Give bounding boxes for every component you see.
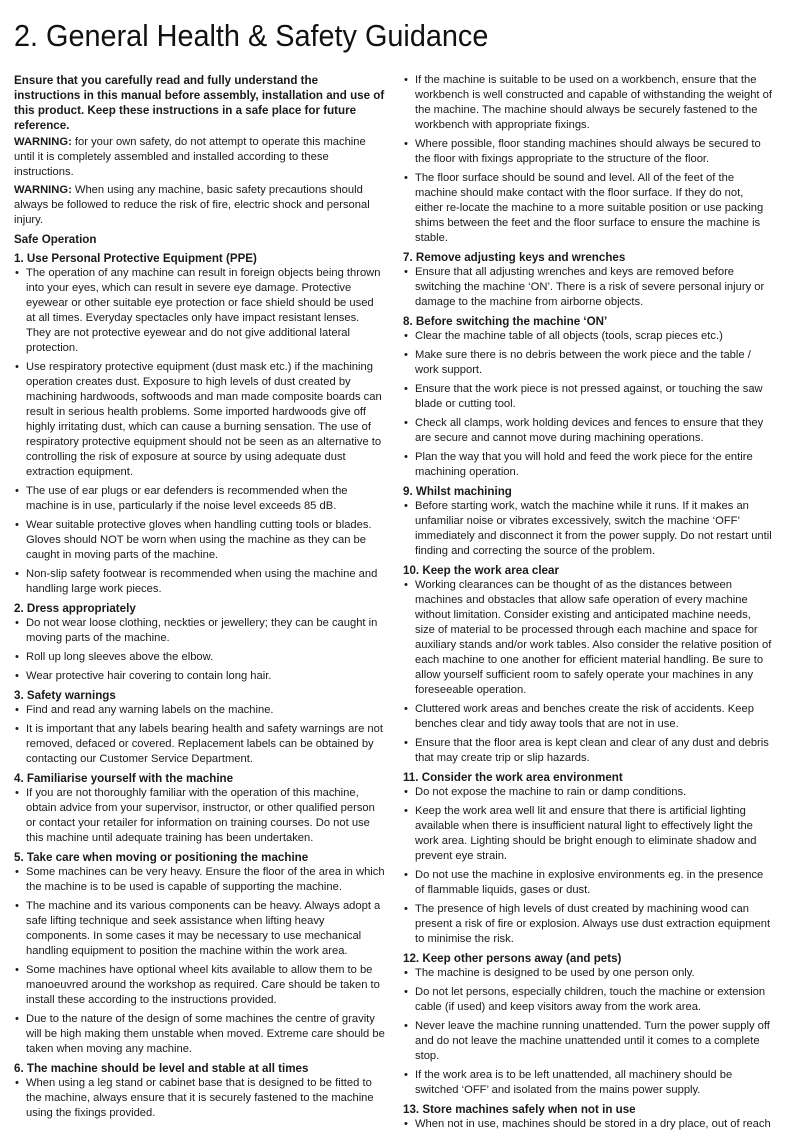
bullet-list xyxy=(14,703,386,767)
list-item: • Ensure that all adjusting wrenches and keys are removed before switching the machine ‘ON’. There is a risk of severe personal injury or damage to the machine from airborne objects. xyxy=(403,265,772,310)
list-item: • Working clearances can be thought of as the distances between machines and obstacles that allow safe operation of every machine without limitation. Consider existing and anticipated machine needs, size of material to be processed through each machine and space for auxiliary stands and/or work tables. Also consider the relative position of each machine to one another for efficient material handling. Be sure to allow yourself sufficient room to safely operate your machines in any foreseeable operation. xyxy=(403,578,772,698)
list-item: • Non-slip safety footwear is recommended when using the machine and handling large work pieces. xyxy=(14,567,386,597)
list-item: • Before starting work, watch the machine while it runs. If it makes an unfamiliar noise or vibrates excessively, switch the machine ‘OFF’ immediately and disconnect it from the power supply. Do not restart until finding and correcting the source of the problem. xyxy=(403,499,772,559)
list-item: • The machine and its various components can be heavy. Always adopt a safe lifting technique and seek assistance when lifting heavy components. In some cases it may be necessary to use mechanical handling equipment to position the machine within the work area. xyxy=(14,899,386,959)
list-item: • Wear protective hair covering to contain long hair. xyxy=(14,669,386,684)
warning-label: WARNING: xyxy=(14,136,72,148)
left-column xyxy=(14,73,386,1125)
warning-precautions xyxy=(14,183,386,228)
section-heading-6-the-machine-should-be-level-and-stable: 6. The machine should be level and stable at all times xyxy=(14,1062,309,1075)
section-heading-13-store-machines-safely-when-not-in-use: 13. Store machines safely when not in use xyxy=(403,1103,636,1116)
list-item: • Plan the way that you will hold and feed the work piece for the entire machining operation. xyxy=(403,450,772,480)
section-heading-1-use-personal-protective-equipment-ppe: 1. Use Personal Protective Equipment (PPE) xyxy=(14,252,257,265)
list-item: • Do not wear loose clothing, neckties or jewellery; they can be caught in moving parts of the machine. xyxy=(14,616,386,646)
section-heading-8-before-switching-the-machine-on: 8. Before switching the machine ‘ON’ xyxy=(403,315,608,328)
bullet-list xyxy=(403,499,772,559)
bullet-list xyxy=(403,785,772,947)
section-heading-3-safety-warnings: 3. Safety warnings xyxy=(14,689,116,702)
list-item: • Keep the work area well lit and ensure that there is artificial lighting available when there is insufficient natural light to effectively light the work area. Lighting should be bright enough to eliminate shadow and prevent eye strain. xyxy=(403,804,772,864)
right-column xyxy=(403,73,772,1136)
list-item: • Do not expose the machine to rain or damp conditions. xyxy=(403,785,772,800)
section-6-continuation xyxy=(403,73,772,246)
list-item: • The operation of any machine can result in foreign objects being thrown into your eyes, which can result in severe eye damage. Protective eyewear or other suitable eye protection or face shield should be used at all times. Everyday spectacles only have impact resistant lenses. They are not protective eyewear and do not give additional lateral protection. xyxy=(14,266,386,356)
right-sections xyxy=(403,250,772,1132)
intro-paragraph: Ensure that you carefully read and fully understand the instructions in this manual before assembly, installation and use of this product. Keep these instructions in a safe place for future reference. xyxy=(14,74,385,132)
warning-text: When using any machine, basic safety precautions should always be followed to reduce the risk of fire, electric shock and personal injury. xyxy=(14,184,370,226)
list-item: • Wear suitable protective gloves when handling cutting tools or blades. Gloves should NOT be worn when using the machine as they can be caught in moving parts of the machine. xyxy=(14,518,386,563)
warning-label: WARNING: xyxy=(14,184,72,196)
safe-operation-heading: Safe Operation xyxy=(14,233,97,246)
section-heading-7-remove-adjusting-keys-and-wrenches: 7. Remove adjusting keys and wrenches xyxy=(403,251,626,264)
section-heading-4-familiarise-yourself-with-the-machine: 4. Familiarise yourself with the machine xyxy=(14,772,234,785)
list-item: • The machine is designed to be used by one person only. xyxy=(403,966,772,981)
section-heading-5-take-care-when-moving-or-positioning-t: 5. Take care when moving or positioning the machine xyxy=(14,851,309,864)
bullet-list xyxy=(403,265,772,310)
list-item: • If the machine is suitable to be used on a workbench, ensure that the workbench is well constructed and capable of withstanding the weight of the machine. The machine should always be securely fastened to the workbench with appropriate fixings. xyxy=(403,73,772,133)
list-item: • Ensure that the floor area is kept clean and clear of any dust and debris that may create trip or slip hazards. xyxy=(403,736,772,766)
bullet-list xyxy=(14,865,386,1057)
section-heading-2-dress-appropriately: 2. Dress appropriately xyxy=(14,602,136,615)
bullet-list xyxy=(14,786,386,846)
list-item: • Use respiratory protective equipment (dust mask etc.) if the machining operation creates dust. Exposure to high levels of dust created by machining hardwoods, softwoods and man made composite boards can result in serious health problems. Some imported hardwoods give off highly irritating dust, which can cause a burning sensation. The use of respiratory protective equipment should not be seen as an alternative to controlling the risk of exposure at source by using adequate dust extraction equipment. xyxy=(14,360,386,480)
list-item: • The floor surface should be sound and level. All of the feet of the machine should make contact with the floor surface. If they do not, either re-locate the machine to a more suitable position or use packing shims between the feet and the floor surface to ensure the machine is stable. xyxy=(403,171,772,246)
section-heading-12-keep-other-persons-away-and-pets: 12. Keep other persons away (and pets) xyxy=(403,952,622,965)
list-item: • Make sure there is no debris between the work piece and the table / work support. xyxy=(403,348,772,378)
list-item: • Check all clamps, work holding devices and fences to ensure that they are secure and cannot move during machining operations. xyxy=(403,416,772,446)
list-item: • Some machines have optional wheel kits available to allow them to be manoeuvred around the workshop as required. Care should be taken to install these according to the instructions provided. xyxy=(14,963,386,1008)
section-heading-10-keep-the-work-area-clear: 10. Keep the work area clear xyxy=(403,564,559,577)
bullet-list xyxy=(14,266,386,597)
list-item: • When using a leg stand or cabinet base that is designed to be fitted to the machine, always ensure that it is securely fastened to the machine using the fixings provided. xyxy=(14,1076,386,1121)
list-item: • Clear the machine table of all objects (tools, scrap pieces etc.) xyxy=(403,329,772,344)
bullet-list xyxy=(14,616,386,684)
left-sections xyxy=(14,251,386,1121)
warning-assembly xyxy=(14,135,386,180)
list-item: • Cluttered work areas and benches create the risk of accidents. Keep benches clear and tidy away tools that are not in use. xyxy=(403,702,772,732)
list-item: • Do not let persons, especially children, touch the machine or extension cable (if used) and keep visitors away from the work area. xyxy=(403,985,772,1015)
list-item: • Do not use the machine in explosive environments eg. in the presence of flammable liquids, gases or dust. xyxy=(403,868,772,898)
bullet-list xyxy=(403,1117,772,1132)
list-item: • It is important that any labels bearing health and safety warnings are not removed, defaced or covered. Replacement labels can be obtained by contacting our Customer Service Department. xyxy=(14,722,386,767)
list-item: • The presence of high levels of dust created by machining wood can present a risk of fire or explosion. Always use dust extraction equipment to minimise the risk. xyxy=(403,902,772,947)
list-item: • If you are not thoroughly familiar with the operation of this machine, obtain advice from your supervisor, instructor, or other qualified person or contact your retailer for information on training courses. Do not use this machine until adequate training has been undertaken. xyxy=(14,786,386,846)
list-item: • Where possible, floor standing machines should always be secured to the floor with fixings appropriate to the structure of the floor. xyxy=(403,137,772,167)
list-item: • Find and read any warning labels on the machine. xyxy=(14,703,386,718)
list-item: • Some machines can be very heavy. Ensure the floor of the area in which the machine is to be used is capable of supporting the machine. xyxy=(14,865,386,895)
bullet-list xyxy=(403,329,772,480)
section-heading-9-whilst-machining: 9. Whilst machining xyxy=(403,485,512,498)
bullet-list xyxy=(403,578,772,766)
list-item: • Never leave the machine running unattended. Turn the power supply off and do not leave the machine unattended until it comes to a complete stop. xyxy=(403,1019,772,1064)
page-title: 2. General Health & Safety Guidance xyxy=(14,18,489,53)
list-item: • Ensure that the work piece is not pressed against, or touching the saw blade or cutting tool. xyxy=(403,382,772,412)
section-heading-11-consider-the-work-area-environment: 11. Consider the work area environment xyxy=(403,771,623,784)
warning-text: for your own safety, do not attempt to operate this machine until it is completely assembled and installed according to these instructions. xyxy=(14,136,366,178)
bullet-list xyxy=(403,966,772,1098)
list-item: • If the work area is to be left unattended, all machinery should be switched ‘OFF’ and isolated from the mains power supply. xyxy=(403,1068,772,1098)
list-item: • When not in use, machines should be stored in a dry place, out of reach xyxy=(403,1117,772,1132)
list-item: • Roll up long sleeves above the elbow. xyxy=(14,650,386,665)
bullet-list xyxy=(14,1076,386,1121)
list-item: • Due to the nature of the design of some machines the centre of gravity will be high making them unstable when moved. Extreme care should be taken when moving any machine. xyxy=(14,1012,386,1057)
list-item: • The use of ear plugs or ear defenders is recommended when the machine is in use, particularly if the noise level exceeds 85 dB. xyxy=(14,484,386,514)
